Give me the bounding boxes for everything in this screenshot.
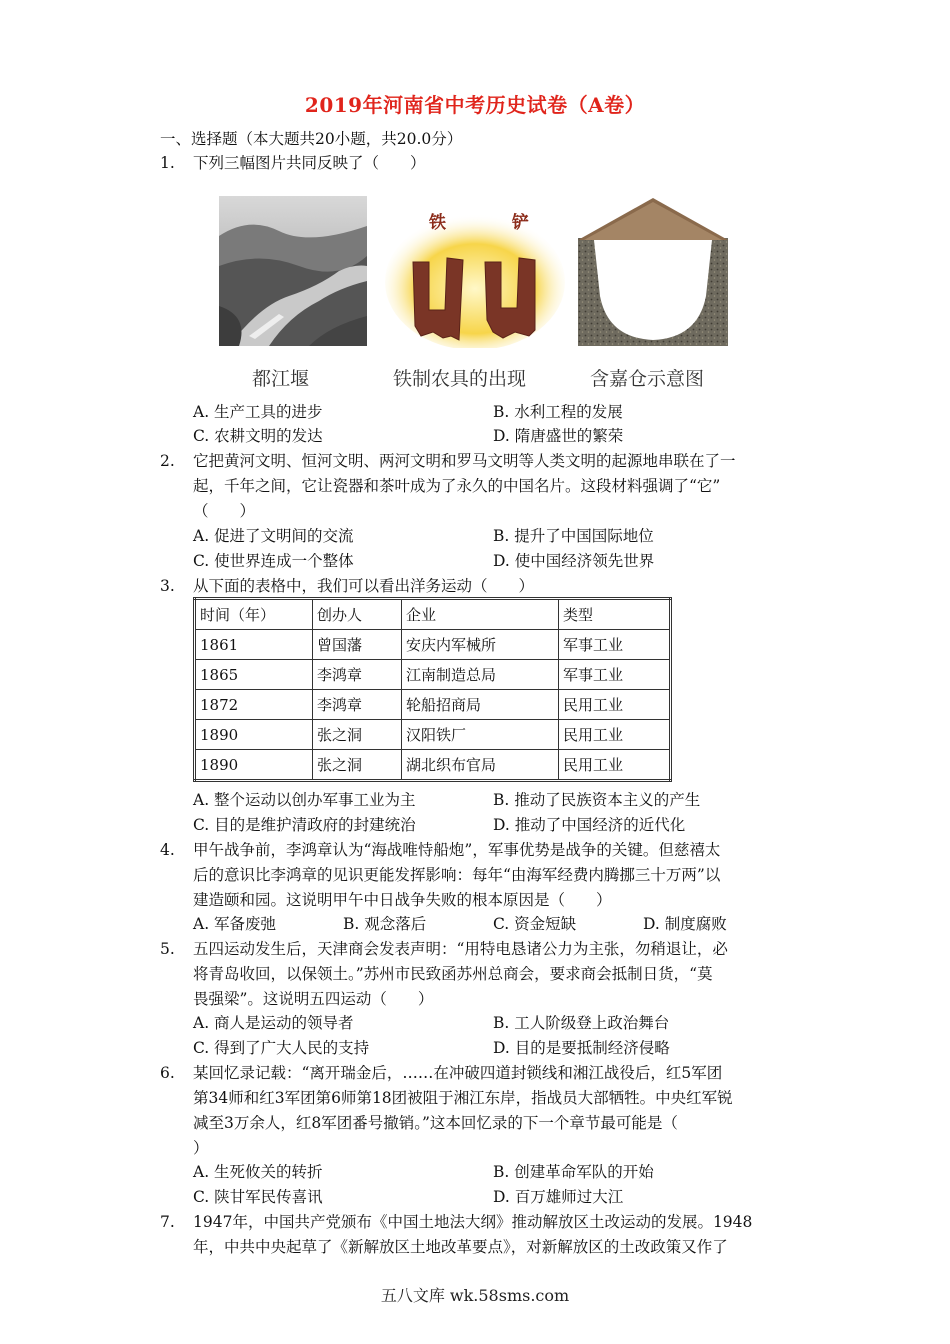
exam-title: 2019年河南省中考历史试卷（A卷） — [304, 93, 646, 117]
question-number: 6. — [160, 1064, 175, 1082]
table-cell: 轮船招商局 — [402, 690, 559, 720]
question-stem-line: 某回忆录记载：“离开瑞金后，……在冲破四道封锁线和湘江战役后，红5军团 — [193, 1064, 723, 1082]
option-a[interactable]: A. 促进了文明间的交流 — [193, 527, 354, 545]
caption-granary: 含嘉仓示意图 — [590, 368, 705, 390]
question-stem-line: 畏强梁”。这说明五四运动（ ） — [193, 990, 434, 1008]
table-header: 时间（年） — [195, 599, 313, 630]
question-number: 5. — [160, 940, 175, 958]
table-cell: 1890 — [195, 720, 313, 750]
option-a[interactable]: A. 军备废弛 — [193, 915, 277, 933]
question-number: 1. — [160, 154, 175, 172]
table-row — [195, 690, 671, 720]
question-number: 3. — [160, 577, 175, 595]
question-stem-line: （ ） — [193, 502, 256, 520]
dujiangyan-photo — [219, 196, 367, 346]
table-row — [195, 630, 671, 660]
table-cell: 1872 — [195, 690, 313, 720]
question-stem: 从下面的表格中，我们可以看出洋务运动（ ） — [193, 577, 535, 595]
question-number: 7. — [160, 1213, 175, 1231]
tie-label: 铁 铲 — [429, 213, 559, 233]
question-stem: 下列三幅图片共同反映了（ ） — [193, 154, 426, 172]
table-header-row — [195, 599, 671, 630]
table-cell: 民用工业 — [559, 750, 671, 781]
option-b[interactable]: B. 工人阶级登上政治舞台 — [493, 1014, 670, 1032]
table-row — [195, 720, 671, 750]
option-c[interactable]: C. 资金短缺 — [493, 915, 577, 933]
table-cell: 湖北织布官局 — [402, 750, 559, 781]
option-d[interactable]: D. 隋唐盛世的繁荣 — [493, 427, 624, 445]
question-number: 2. — [160, 452, 175, 470]
option-c[interactable]: C. 使世界连成一个整体 — [193, 552, 354, 570]
option-c[interactable]: C. 农耕文明的发达 — [193, 427, 323, 445]
question-stem-line: 后的意识比李鸿章的见识更能发挥影响：每年“由海军经费内腾挪三十万两”以 — [193, 866, 721, 884]
table-cell: 1861 — [195, 630, 313, 660]
option-c[interactable]: C. 陕甘军民传喜讯 — [193, 1188, 323, 1206]
question-stem-line: 1947年，中国共产党颁布《中国土地法大纲》推动解放区土改运动的发展。1948 — [193, 1213, 753, 1231]
table-header: 创办人 — [313, 599, 402, 630]
table-cell: 军事工业 — [559, 630, 671, 660]
question-stem-line: ） — [193, 1139, 209, 1157]
table-row — [195, 750, 671, 781]
table-cell: 江南制造总局 — [402, 660, 559, 690]
question-stem-line: 建造颐和园。这说明甲午中日战争失败的根本原因是（ ） — [193, 891, 612, 909]
table-cell: 民用工业 — [559, 690, 671, 720]
question-stem-line: 第34师和红3军团第6师第18团被阻于湘江东岸，指战员大部牺牲。中央红军锐 — [193, 1089, 733, 1107]
question-stem-line: 甲午战争前，李鸿章认为“海战唯恃船炮”，军事优势是战争的关键。但慈禧太 — [193, 841, 721, 859]
question-stem-line: 它把黄河文明、恒河文明、两河文明和罗马文明等人类文明的起源地串联在了一 — [193, 452, 736, 470]
table-cell: 张之洞 — [313, 750, 402, 781]
caption-iron-tools: 铁制农具的出现 — [393, 368, 527, 390]
table-header: 类型 — [559, 599, 671, 630]
option-d[interactable]: D. 使中国经济领先世界 — [493, 552, 655, 570]
option-b[interactable]: B. 创建革命军队的开始 — [493, 1163, 654, 1181]
section-heading: 一、选择题（本大题共20小题，共20.0分） — [160, 130, 463, 148]
option-c[interactable]: C. 目的是维护清政府的封建统治 — [193, 816, 416, 834]
question-stem-line: 减至3万余人，红8军团番号撤销。”这本回忆录的下一个章节最可能是（ — [193, 1114, 678, 1132]
option-c[interactable]: C. 得到了广大人民的支持 — [193, 1039, 370, 1057]
option-b[interactable]: B. 观念落后 — [343, 915, 427, 933]
table-cell: 汉阳铁厂 — [402, 720, 559, 750]
table-cell: 民用工业 — [559, 720, 671, 750]
table-cell: 李鸿章 — [313, 690, 402, 720]
option-b[interactable]: B. 水利工程的发展 — [493, 403, 623, 421]
option-a[interactable]: A. 整个运动以创办军事工业为主 — [193, 791, 416, 809]
granary-diagram — [578, 196, 728, 346]
caption-dujiangyan: 都江堰 — [252, 368, 310, 390]
question-stem-line: 年，中共中央起草了《新解放区土地改革要点》，对新解放区的土改政策又作了 — [193, 1238, 728, 1256]
question-stem-line: 将青岛收回，以保领土。”苏州市民致函苏州总商会，要求商会抵制日货，“莫 — [193, 965, 713, 983]
table-cell: 李鸿章 — [313, 660, 402, 690]
option-b[interactable]: B. 提升了中国国际地位 — [493, 527, 654, 545]
table-cell: 1865 — [195, 660, 313, 690]
iron-tools-image — [385, 200, 565, 348]
option-b[interactable]: B. 推动了民族资本主义的产生 — [493, 791, 701, 809]
table-cell: 曾国藩 — [313, 630, 402, 660]
table-header: 企业 — [402, 599, 559, 630]
question-stem-line: 五四运动发生后，天津商会发表声明：“用特电恳诸公力为主张，勿稍退让，必 — [193, 940, 728, 958]
option-d[interactable]: D. 制度腐败 — [643, 915, 727, 933]
option-a[interactable]: A. 商人是运动的领导者 — [193, 1014, 354, 1032]
table-cell: 军事工业 — [559, 660, 671, 690]
table-cell: 张之洞 — [313, 720, 402, 750]
option-d[interactable]: D. 目的是要抵制经济侵略 — [493, 1039, 670, 1057]
option-d[interactable]: D. 推动了中国经济的近代化 — [493, 816, 686, 834]
yangwu-table — [193, 597, 672, 782]
table-cell: 安庆内军械所 — [402, 630, 559, 660]
option-a[interactable]: A. 生产工具的进步 — [193, 403, 323, 421]
question-number: 4. — [160, 841, 175, 859]
footer-watermark: 五八文库 wk.58sms.com — [380, 1286, 570, 1305]
option-d[interactable]: D. 百万雄师过大江 — [493, 1188, 624, 1206]
table-row — [195, 660, 671, 690]
question-stem-line: 起，千年之间，它让瓷器和茶叶成为了永久的中国名片。这段材料强调了“它” — [193, 477, 721, 495]
table-cell: 1890 — [195, 750, 313, 781]
option-a[interactable]: A. 生死攸关的转折 — [193, 1163, 323, 1181]
